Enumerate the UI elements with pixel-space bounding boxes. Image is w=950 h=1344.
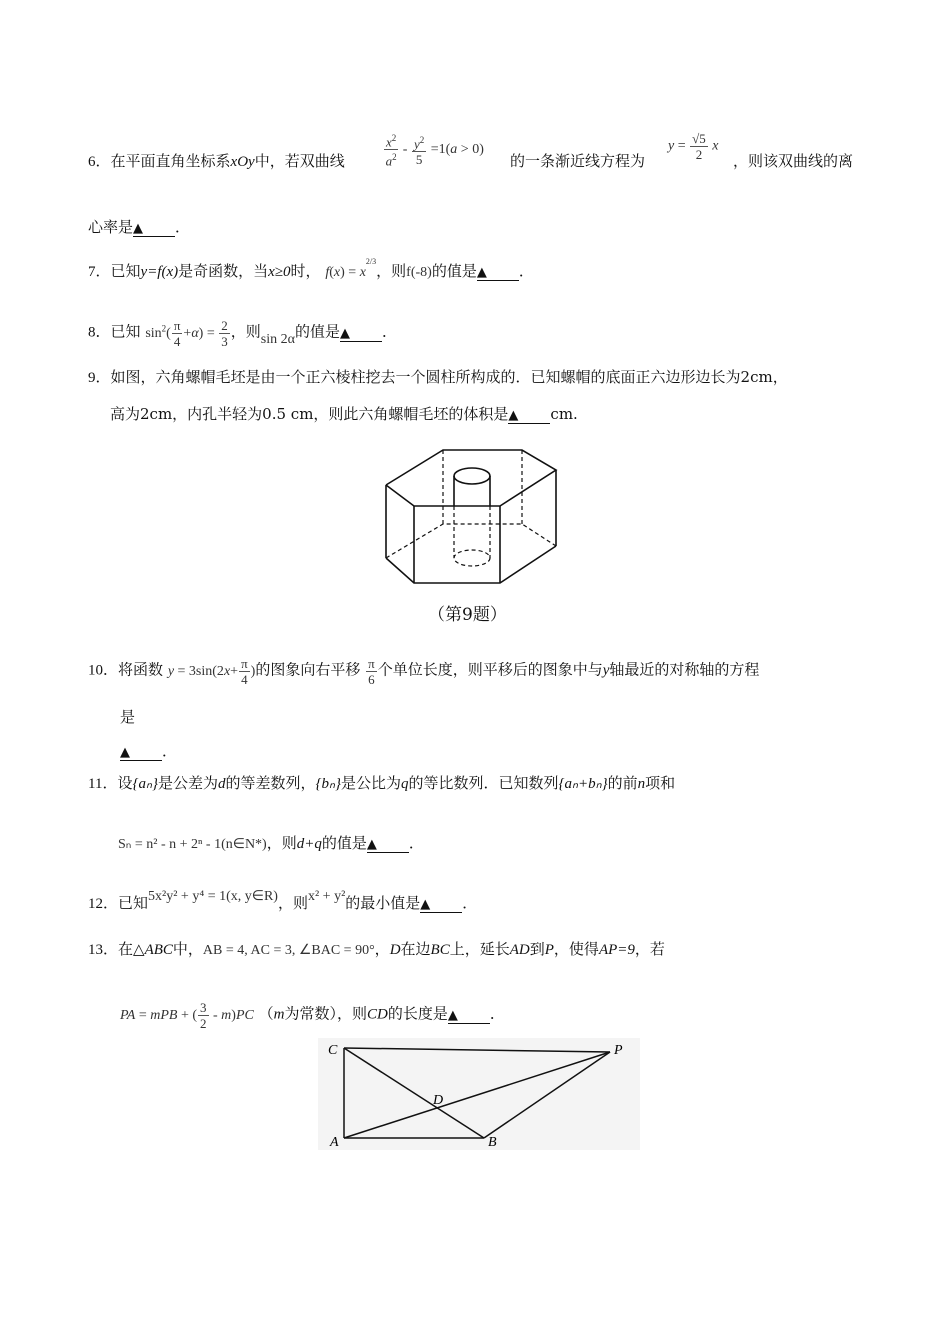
q6-text: 的一条渐近线方程为 <box>510 152 646 170</box>
q10-axis: y <box>602 662 610 679</box>
q11-seq: {bₙ} <box>315 776 341 792</box>
q7-eval: f(-8) <box>406 265 432 280</box>
q6-coord: xOy <box>230 154 255 170</box>
q6-text: 心率是 <box>88 218 134 236</box>
answer-blank[interactable] <box>367 834 409 853</box>
answer-blank[interactable] <box>448 1005 490 1024</box>
answer-blank[interactable] <box>133 218 175 237</box>
q13-text: ， <box>374 940 390 958</box>
q6-text-d <box>733 150 853 171</box>
q13-text: 上，延长 <box>449 940 510 958</box>
q11-text: 设 <box>117 774 133 792</box>
q11-var: n <box>637 776 646 792</box>
q12-number: 12． <box>88 896 119 912</box>
q12-end: ． <box>462 894 478 912</box>
answer-blank[interactable] <box>340 323 382 342</box>
q10-number: 10． <box>88 662 119 679</box>
q13-end: ． <box>489 1004 505 1023</box>
q6-text: ，则该双曲线的离 <box>733 152 854 170</box>
q11-number: 11． <box>88 776 118 792</box>
q7-cond: x≥0 <box>268 264 291 280</box>
q13-triangle-name: ABC <box>144 942 173 958</box>
q6-number: 6． <box>88 154 111 170</box>
hex-bottom-edge <box>386 546 556 583</box>
q10-func: y = 3sin(2x+ $\frac{\pi}{4}$ ) <box>167 656 256 687</box>
q11-text: ，则 <box>266 834 297 852</box>
q6-end: ． <box>175 218 191 236</box>
answer-blank[interactable] <box>120 742 162 761</box>
triangle-icon: ▲ <box>447 1007 458 1023</box>
cylinder-top <box>454 468 490 484</box>
q13-length: AP=9 <box>598 942 635 958</box>
q11-text: 的等比数列．已知数列 <box>408 774 559 792</box>
q12-expr: x² + y² <box>307 889 346 904</box>
q6-line2 <box>88 216 190 237</box>
q10-text: 轴最近的对称轴的方程 <box>609 660 760 679</box>
q10-text: 个单位长度，则平移后的图象中与 <box>377 660 603 679</box>
q8-number: 8． <box>88 324 111 341</box>
label-C: C <box>328 1043 338 1058</box>
q10-line1 <box>88 656 759 687</box>
q13-conditions: AB = 4, AC = 3, ∠BAC = 90° <box>202 943 375 958</box>
q11-line2 <box>118 832 424 853</box>
answer-blank[interactable] <box>477 262 519 281</box>
q13-vector-eq: PA = mPB + ( $\frac{3}{2}$ - m)PC <box>120 1000 254 1031</box>
q13-text: ，使得 <box>553 940 599 958</box>
q7-text: 已知 <box>110 262 141 280</box>
q10-text: 的图象向右平移 <box>255 660 361 679</box>
q6-hyperbola-equation: $\frac{x^2}{a^2}$ - $\frac{y^2}{5}$ =1(a > 0) <box>385 133 484 169</box>
q12-line <box>88 889 478 913</box>
q11-line1 <box>88 772 675 793</box>
q9-text: 高为2cm，内孔半轻为0.5 cm，则此六角螺帽毛坯的体积是 <box>110 405 509 423</box>
q7-text: 是奇函数，当 <box>178 262 269 280</box>
cylinder-bottom <box>454 550 490 566</box>
q10-shift: $\frac{\pi}{6}$ <box>368 656 375 687</box>
q11-expr: d+q <box>296 836 322 852</box>
hidden-bottom <box>386 524 556 558</box>
triangle-icon: ▲ <box>133 221 144 236</box>
q9-line2 <box>110 403 578 424</box>
triangle-icon: ▲ <box>120 745 130 760</box>
q11-text: 的前 <box>607 774 638 792</box>
triangle-icon: ▲ <box>366 837 377 852</box>
triangle-icon: ▲ <box>508 408 519 423</box>
q10-line3 <box>120 740 177 761</box>
q7-text: 的值是 <box>431 262 477 280</box>
q13-var: m <box>273 1006 285 1023</box>
q11-seq: {aₙ} <box>132 776 158 792</box>
label-P: P <box>614 1043 623 1058</box>
q7-text: 时， <box>290 262 321 280</box>
q7-func: y=f(x) <box>140 264 179 280</box>
q8-text: 的值是 <box>294 322 340 341</box>
q11-text: 的值是 <box>321 834 367 852</box>
q13-segment: CD <box>367 1006 388 1023</box>
q12-text: 的最小值是 <box>345 894 421 912</box>
q6-text: 在平面直角坐标系 <box>110 152 231 170</box>
q11-text: 是公比为 <box>340 774 401 792</box>
label-D: D <box>433 1093 444 1108</box>
q6-asymptote: y = $\frac{√5}{2}$ x <box>668 131 719 162</box>
q7-def: $f(x) = x^{2/3}$ <box>325 257 377 280</box>
q13-point: D <box>389 942 401 958</box>
label-A: A <box>330 1135 339 1150</box>
q13-text: 在边 <box>400 940 431 958</box>
q13-text: 为常数），则 <box>284 1004 368 1023</box>
q9-unit: cm. <box>550 405 578 423</box>
q12-text: 已知 <box>118 894 149 912</box>
hex-nut-figure <box>380 440 570 590</box>
q11-text: 是公差为 <box>157 774 218 792</box>
q6-text-c <box>510 150 645 171</box>
q11-var: d <box>217 776 226 792</box>
q7-number: 7． <box>88 264 111 280</box>
q11-end: ． <box>408 834 424 852</box>
q11-seq: {aₙ+bₙ} <box>558 776 608 792</box>
triangle-icon: ▲ <box>339 325 350 341</box>
q8-line <box>88 318 397 349</box>
q11-text: 的等差数列， <box>225 774 316 792</box>
q11-var: q <box>400 776 409 792</box>
q10-text: 将函数 <box>118 660 164 679</box>
q13-text: ，若 <box>634 940 665 958</box>
answer-blank[interactable] <box>420 894 462 913</box>
q10-end: ． <box>162 742 178 760</box>
q9-text: 如图，六角螺帽毛坯是由一个正六棱柱挖去一个圆柱所构成的．已知螺帽的底面正六边形边长为2cm， <box>110 368 788 386</box>
q13-segment: BC <box>430 942 450 958</box>
q10-line2 <box>120 706 135 727</box>
q12-eq: 5x²y² + y⁴ = 1(x, y∈R) <box>148 889 278 904</box>
label-B: B <box>488 1135 497 1150</box>
q13-text: （ <box>258 1004 274 1023</box>
q13-segment: AD <box>509 942 530 958</box>
q7-end: ． <box>518 262 534 280</box>
q7-line <box>88 257 534 281</box>
answer-blank[interactable] <box>508 405 550 424</box>
q13-number: 13． <box>88 942 119 958</box>
q8-target: sin 2α <box>260 331 295 347</box>
q13-figure <box>318 1038 640 1150</box>
q13-line1 <box>88 938 665 959</box>
q7-text: ，则 <box>376 262 407 280</box>
q9-caption: （第9题） <box>428 605 507 625</box>
q10-text: 是 <box>120 708 136 726</box>
q11-text: 项和 <box>645 774 676 792</box>
q6-line1 <box>88 150 345 171</box>
q13-text: 的长度是 <box>387 1004 448 1023</box>
q8-equation: $\sin^2$( $\frac{\pi}{4}$ +α) = $\frac{2}{3}$ <box>145 318 228 349</box>
hex-top-edge <box>386 450 556 506</box>
q11-sum: Sₙ = n² - n + 2ⁿ - 1(n∈N*) <box>118 837 267 852</box>
q13-line2 <box>120 1000 505 1031</box>
q13-point: P <box>544 942 554 958</box>
q9-line1 <box>88 366 788 387</box>
q8-text: 已知 <box>110 322 141 341</box>
q13-text: 到 <box>529 940 545 958</box>
triangle-icon: ▲ <box>420 897 431 912</box>
q8-text: ，则 <box>230 322 261 341</box>
q12-text: ，则 <box>277 894 308 912</box>
q13-text: 在△ <box>118 940 145 958</box>
q8-end: ． <box>381 322 397 341</box>
q9-number: 9． <box>88 370 111 386</box>
triangle-icon: ▲ <box>476 265 487 280</box>
q6-text: 中，若双曲线 <box>254 152 345 170</box>
q13-text: 中， <box>172 940 203 958</box>
